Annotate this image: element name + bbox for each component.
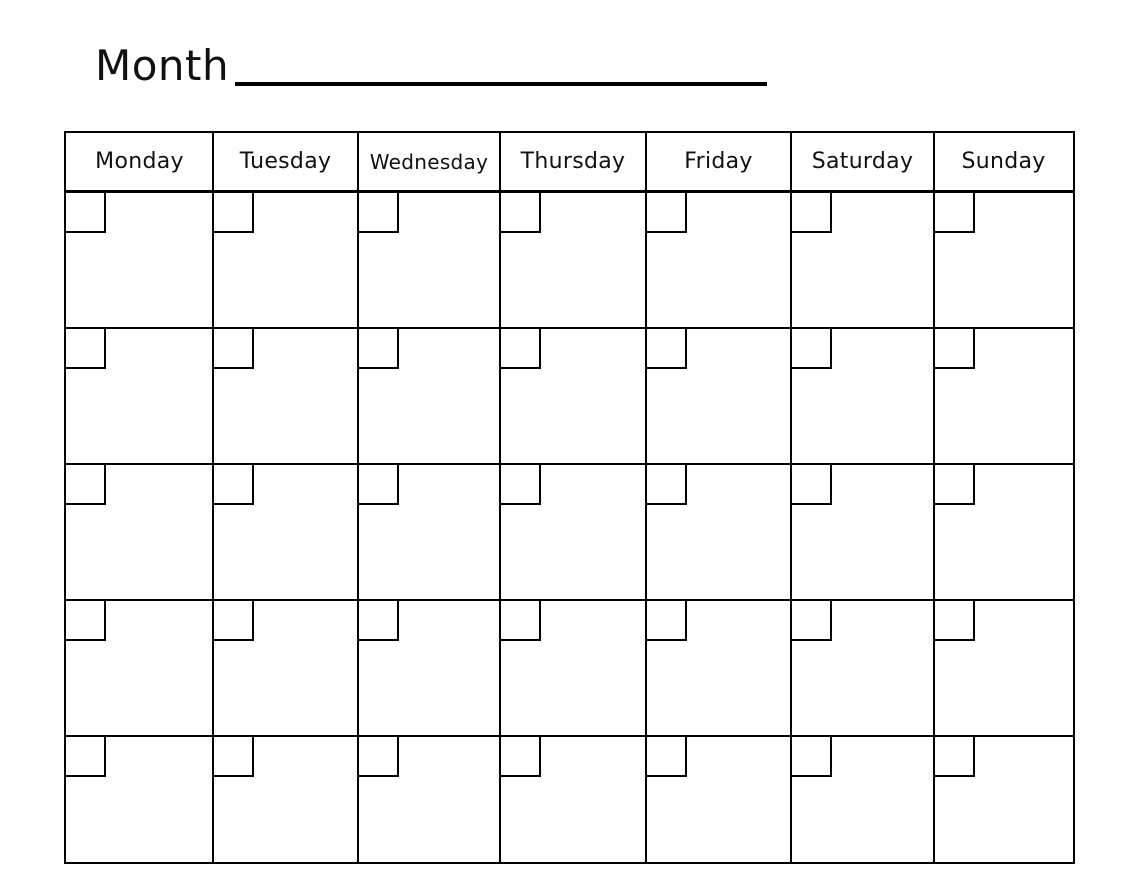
date-number-box[interactable] [647, 193, 687, 233]
date-number-box[interactable] [792, 329, 832, 369]
weekday-header-thursday: Thursday [520, 149, 626, 174]
date-number-box[interactable] [647, 329, 687, 369]
day-cell-week2-sunday[interactable] [935, 329, 1073, 464]
day-cell-week4-sunday[interactable] [935, 601, 1073, 736]
day-cell-week1-sunday[interactable] [935, 193, 1073, 327]
day-cell-week1-saturday[interactable] [792, 193, 934, 327]
day-cell-week4-wednesday[interactable] [359, 601, 500, 736]
day-cell-week1-wednesday[interactable] [359, 193, 500, 327]
day-cell-week3-monday[interactable] [66, 465, 212, 600]
day-cell-week3-tuesday[interactable] [214, 465, 358, 600]
date-number-box[interactable] [501, 601, 541, 641]
date-number-box[interactable] [214, 737, 254, 777]
day-cell-week1-monday[interactable] [66, 193, 212, 327]
day-cell-week4-tuesday[interactable] [214, 601, 358, 736]
day-cell-week5-tuesday[interactable] [214, 737, 358, 862]
date-number-box[interactable] [935, 193, 975, 233]
date-number-box[interactable] [66, 329, 106, 369]
day-cell-week1-friday[interactable] [647, 193, 791, 327]
day-cell-week2-wednesday[interactable] [359, 329, 500, 464]
date-number-box[interactable] [66, 737, 106, 777]
day-cell-week5-saturday[interactable] [792, 737, 934, 862]
date-number-box[interactable] [501, 193, 541, 233]
date-number-box[interactable] [935, 329, 975, 369]
day-cell-week3-wednesday[interactable] [359, 465, 500, 600]
calendar-grid [64, 131, 1075, 864]
date-number-box[interactable] [359, 329, 399, 369]
date-number-box[interactable] [501, 737, 541, 777]
weekday-header-sunday: Sunday [961, 149, 1046, 174]
date-number-box[interactable] [935, 601, 975, 641]
date-number-box[interactable] [935, 465, 975, 505]
day-cell-week4-monday[interactable] [66, 601, 212, 736]
date-number-box[interactable] [647, 737, 687, 777]
day-cell-week1-tuesday[interactable] [214, 193, 358, 327]
day-cell-week2-monday[interactable] [66, 329, 212, 464]
date-number-box[interactable] [214, 329, 254, 369]
day-cell-week5-wednesday[interactable] [359, 737, 500, 862]
day-cell-week3-sunday[interactable] [935, 465, 1073, 600]
day-cell-week3-saturday[interactable] [792, 465, 934, 600]
day-cell-week5-sunday[interactable] [935, 737, 1073, 862]
day-cell-week4-thursday[interactable] [501, 601, 646, 736]
date-number-box[interactable] [501, 465, 541, 505]
day-cell-week2-thursday[interactable] [501, 329, 646, 464]
day-cell-week3-thursday[interactable] [501, 465, 646, 600]
date-number-box[interactable] [359, 737, 399, 777]
weekday-header-friday: Friday [684, 149, 753, 174]
day-cell-week2-tuesday[interactable] [214, 329, 358, 464]
weekday-header-tuesday: Tuesday [239, 149, 332, 174]
day-cell-week4-saturday[interactable] [792, 601, 934, 736]
date-number-box[interactable] [214, 193, 254, 233]
weekday-header-row [66, 133, 1073, 193]
date-number-box[interactable] [359, 465, 399, 505]
date-number-box[interactable] [214, 465, 254, 505]
date-number-box[interactable] [792, 465, 832, 505]
day-cell-week5-monday[interactable] [66, 737, 212, 862]
date-number-box[interactable] [501, 329, 541, 369]
month-write-line[interactable] [235, 82, 767, 86]
date-number-box[interactable] [792, 193, 832, 233]
date-number-box[interactable] [66, 601, 106, 641]
date-number-box[interactable] [647, 601, 687, 641]
date-number-box[interactable] [792, 601, 832, 641]
weekday-header-saturday: Saturday [811, 149, 914, 174]
date-number-box[interactable] [66, 465, 106, 505]
day-cell-week1-thursday[interactable] [501, 193, 646, 327]
date-number-box[interactable] [935, 737, 975, 777]
date-number-box[interactable] [647, 465, 687, 505]
weekday-header-monday: Monday [95, 149, 184, 174]
day-cell-week5-thursday[interactable] [501, 737, 646, 862]
date-number-box[interactable] [359, 601, 399, 641]
date-number-box[interactable] [66, 193, 106, 233]
day-cell-week4-friday[interactable] [647, 601, 791, 736]
weekday-header-wednesday: Wednesday [369, 149, 489, 174]
date-number-box[interactable] [214, 601, 254, 641]
day-cell-week3-friday[interactable] [647, 465, 791, 600]
month-label: Month [95, 41, 230, 90]
day-cell-week2-friday[interactable] [647, 329, 791, 464]
day-cell-week5-friday[interactable] [647, 737, 791, 862]
date-number-box[interactable] [359, 193, 399, 233]
date-number-box[interactable] [792, 737, 832, 777]
day-cell-week2-saturday[interactable] [792, 329, 934, 464]
